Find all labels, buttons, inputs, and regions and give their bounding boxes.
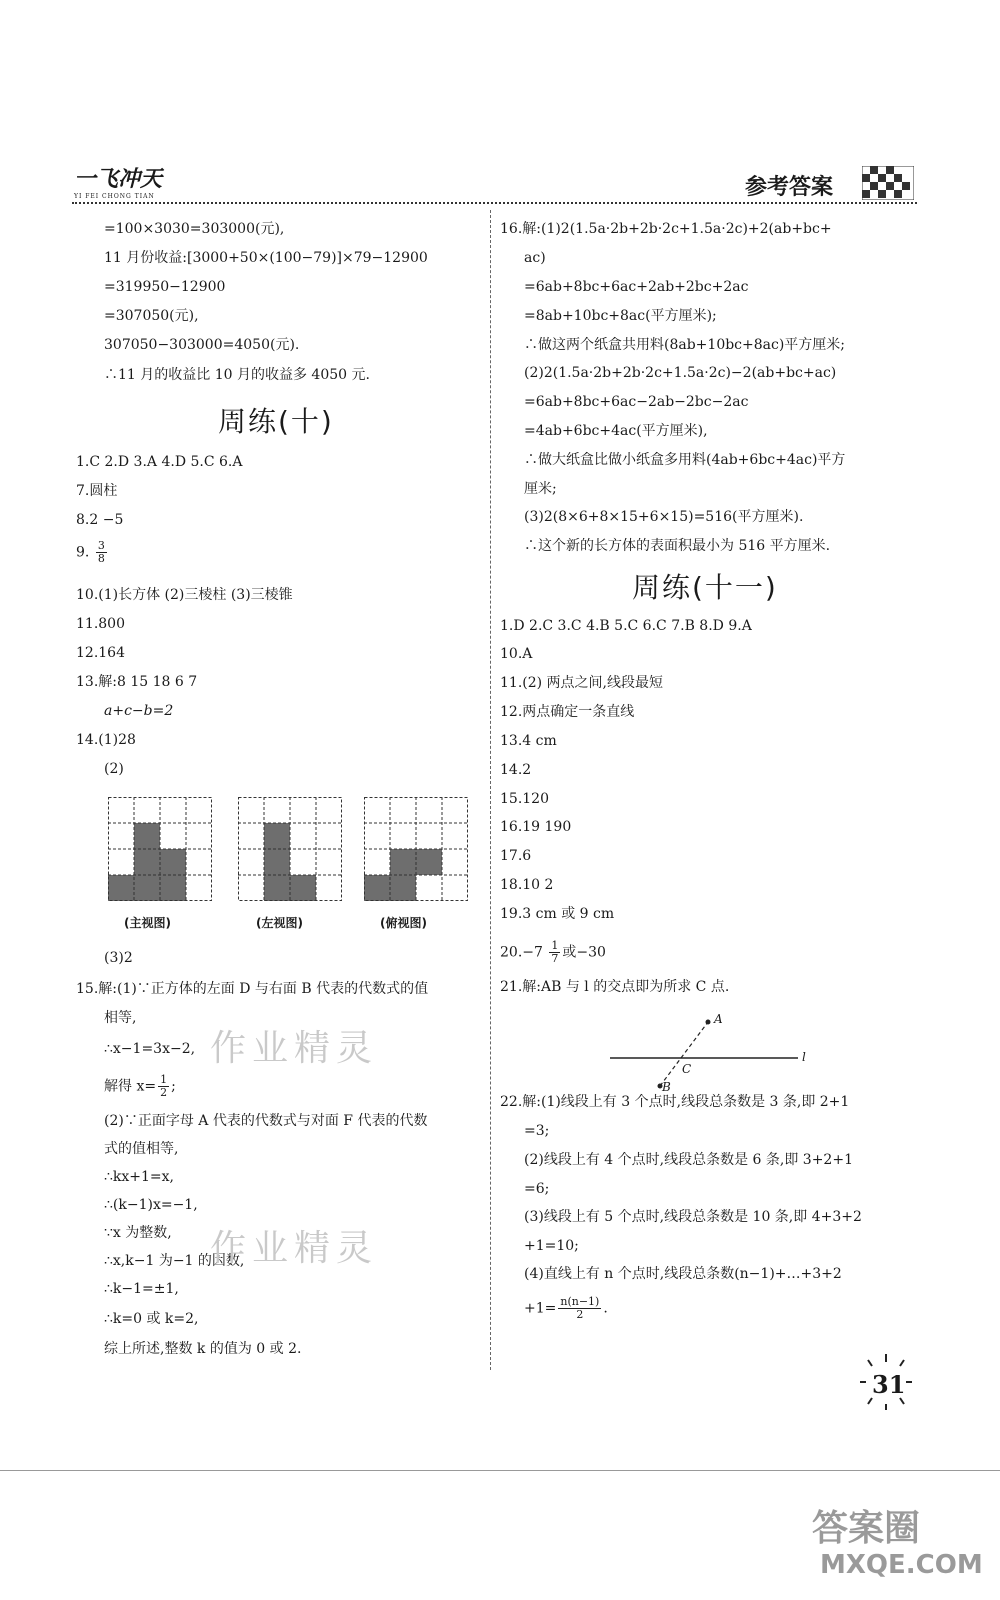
q15-line2: 相等, <box>104 1010 137 1026</box>
r-q22-line5: (3)线段上有 5 个点时,线段总条数是 10 条,即 4+3+2 <box>524 1209 862 1225</box>
caption-left-view: (左视图) <box>256 916 303 930</box>
front-view-drawing <box>108 797 212 901</box>
r-q20-num: 1 <box>551 939 559 952</box>
r-q22-line2: =3; <box>524 1123 550 1139</box>
left-line-1: =100×3030=303000(元), <box>104 221 285 237</box>
q15-line7: ∴(k−1)x=−1, <box>104 1197 198 1213</box>
top-view-grid <box>364 797 468 901</box>
r-q22-fraction <box>558 1296 601 1321</box>
column-divider <box>490 210 491 1370</box>
r-q16-line9: ∴做大纸盒比做小纸盒多用料(4ab+6bc+4ac)平方 <box>524 452 846 468</box>
r-q15: 15.120 <box>500 791 549 807</box>
footer-rule <box>0 1470 1000 1471</box>
r-q16-line6: (2)2(1.5a·2b+2b·2c+1.5a·2c)−2(ab+bc+ac) <box>524 365 837 381</box>
checker-icon <box>862 166 914 200</box>
q15-solve-tail: ; <box>171 1078 176 1095</box>
q15-line10: ∴k−1=±1, <box>104 1281 179 1297</box>
line-figure <box>600 1010 820 1095</box>
sun-rays-icon <box>856 1352 916 1412</box>
q15-line1: 15.解:(1)∵正方体的左面 D 与右面 B 代表的代数式的值 <box>76 981 429 997</box>
q13-line2: a+c−b=2 <box>104 703 174 719</box>
r-q16-line7: =6ab+8bc+6ac−2ab−2bc−2ac <box>524 394 749 410</box>
q7: 7.圆柱 <box>76 483 118 499</box>
footer-logo: 答案圈 <box>812 1508 921 1549</box>
left-line-4: =307050(元), <box>104 308 199 324</box>
r-q22-line7: (4)直线上有 n 个点时,线段总条数(n−1)+…+3+2 <box>524 1266 842 1282</box>
r-q11: 11.(2) 两点之间,线段最短 <box>500 675 663 691</box>
q14-line1: 14.(1)28 <box>76 732 136 748</box>
q15-line5: 式的值相等, <box>104 1141 179 1157</box>
r-q1-9: 1.D 2.C 3.C 4.B 5.C 6.C 7.B 8.D 9.A <box>500 618 752 634</box>
r-q16-line8: =4ab+6bc+4ac(平方厘米), <box>524 423 708 439</box>
q15-line8: ∵x 为整数, <box>104 1225 172 1241</box>
q15-line12: 综上所述,整数 k 的值为 0 或 2. <box>104 1341 302 1357</box>
r-q16-line3: =6ab+8bc+6ac+2ab+2bc+2ac <box>524 279 749 295</box>
r-q13: 13.4 cm <box>500 733 557 749</box>
left-line-5: 307050−303000=4050(元). <box>104 337 300 353</box>
r-q22-last-b: . <box>603 1300 608 1317</box>
q15-line6: ∴kx+1=x, <box>104 1169 174 1185</box>
caption-front-view: (主视图) <box>124 916 171 930</box>
brand-subtitle: YI FEI CHONG TIAN <box>74 193 155 200</box>
q9 <box>76 540 109 565</box>
page-number: 31 <box>872 1370 906 1399</box>
r-q22-line6: +1=10; <box>524 1238 579 1254</box>
q15-line3: ∴x−1=3x−2, <box>104 1041 196 1057</box>
fig-label-C: C <box>682 1062 692 1076</box>
q15-solve-label: 解得 x= <box>104 1078 157 1095</box>
watermark-1: 作业精灵 <box>210 1028 379 1069</box>
r-q16-line4: =8ab+10bc+8ac(平方厘米); <box>524 308 717 324</box>
r-q10: 10.A <box>500 646 533 662</box>
r-q20 <box>500 940 606 965</box>
left-line-3: =319950−12900 <box>104 279 226 295</box>
left-view-grid <box>238 797 342 901</box>
q15-den: 2 <box>160 1086 168 1099</box>
r-q16-line1: 16.解:(1)2(1.5a·2b+2b·2c+1.5a·2c)+2(ab+bc+ <box>500 221 832 237</box>
left-view-drawing <box>238 797 342 901</box>
r-q17: 17.6 <box>500 848 532 864</box>
caption-top-view: (俯视图) <box>380 916 427 930</box>
q15-line11: ∴k=0 或 k=2, <box>104 1311 199 1327</box>
q13-line1: 13.解:8 15 18 6 7 <box>76 674 198 690</box>
q15-fraction <box>158 1074 169 1099</box>
r-q22-line4: =6; <box>524 1181 550 1197</box>
r-q22-line3: (2)线段上有 4 个点时,线段总条数是 6 条,即 3+2+1 <box>524 1152 853 1168</box>
r-q16-line11: (3)2(8×6+8×15+6×15)=516(平方厘米). <box>524 509 804 525</box>
q9-fraction <box>96 540 107 565</box>
r-q16-line12: ∴这个新的长方体的表面积最小为 516 平方厘米. <box>524 538 831 554</box>
r-q22-last <box>524 1296 608 1321</box>
brand-logo <box>74 162 162 200</box>
q1-6: 1.C 2.D 3.A 4.D 5.C 6.A <box>76 454 243 470</box>
watermark-2: 作业精灵 <box>210 1228 379 1269</box>
r-q16-line10: 厘米; <box>524 481 557 497</box>
q9-den: 8 <box>97 552 105 565</box>
fig-label-l: l <box>802 1050 806 1064</box>
q15-line4: (2)∵正面字母 A 代表的代数式与对面 F 代表的代数 <box>104 1113 428 1129</box>
footer-watermark: MXQE.COM <box>820 1550 983 1580</box>
q8: 8.2 −5 <box>76 512 124 528</box>
left-line-6: ∴11 月的收益比 10 月的收益多 4050 元. <box>104 367 370 383</box>
q9-num: 3 <box>97 539 105 552</box>
r-q20-fraction <box>549 940 560 965</box>
r-q22-last-a: +1= <box>524 1300 557 1317</box>
front-view-grid <box>108 797 212 901</box>
r-q20-b: 或−30 <box>562 944 606 961</box>
q10: 10.(1)长方体 (2)三棱柱 (3)三棱锥 <box>76 587 293 603</box>
brand-name: 一飞冲天 <box>74 167 163 192</box>
r-q16-line2: ac) <box>524 250 546 266</box>
q12: 12.164 <box>76 645 125 661</box>
top-view-drawing <box>364 797 468 901</box>
r-q21: 21.解:AB 与 l 的交点即为所求 C 点. <box>500 979 730 995</box>
section-title-11: 周练(十一) <box>632 571 778 604</box>
header-title: 参考答案 <box>745 174 834 200</box>
header-rule <box>72 202 917 204</box>
r-q22-line1: 22.解:(1)线段上有 3 个点时,线段总条数是 3 条,即 2+1 <box>500 1094 850 1110</box>
r-q18: 18.10 2 <box>500 877 554 893</box>
fig-label-A: A <box>714 1012 723 1026</box>
r-q16-line5: ∴做这两个纸盒共用料(8ab+10bc+8ac)平方厘米; <box>524 337 846 353</box>
fig-label-B: B <box>662 1080 671 1094</box>
r-q16b: 16.19 190 <box>500 819 572 835</box>
left-line-2: 11 月份收益:[3000+50×(100−79)]×79−12900 <box>104 250 428 266</box>
r-q12: 12.两点确定一条直线 <box>500 704 635 720</box>
r-q22-den: 2 <box>576 1308 584 1321</box>
r-q19: 19.3 cm 或 9 cm <box>500 906 615 922</box>
q15-num: 1 <box>160 1073 168 1086</box>
q14-line2: (2) <box>104 761 124 777</box>
r-q20-a: 20.−7 <box>500 944 543 961</box>
q15-solve <box>104 1074 176 1099</box>
q15-line9: ∴x,k−1 为−1 的因数, <box>104 1253 245 1269</box>
r-q20-den: 7 <box>551 952 559 965</box>
q11: 11.800 <box>76 616 125 632</box>
r-q14: 14.2 <box>500 762 532 778</box>
q14-line3: (3)2 <box>104 950 133 966</box>
q9-label: 9. <box>76 544 90 561</box>
r-q22-num: n(n−1) <box>560 1295 600 1308</box>
section-title-10: 周练(十) <box>218 405 334 438</box>
